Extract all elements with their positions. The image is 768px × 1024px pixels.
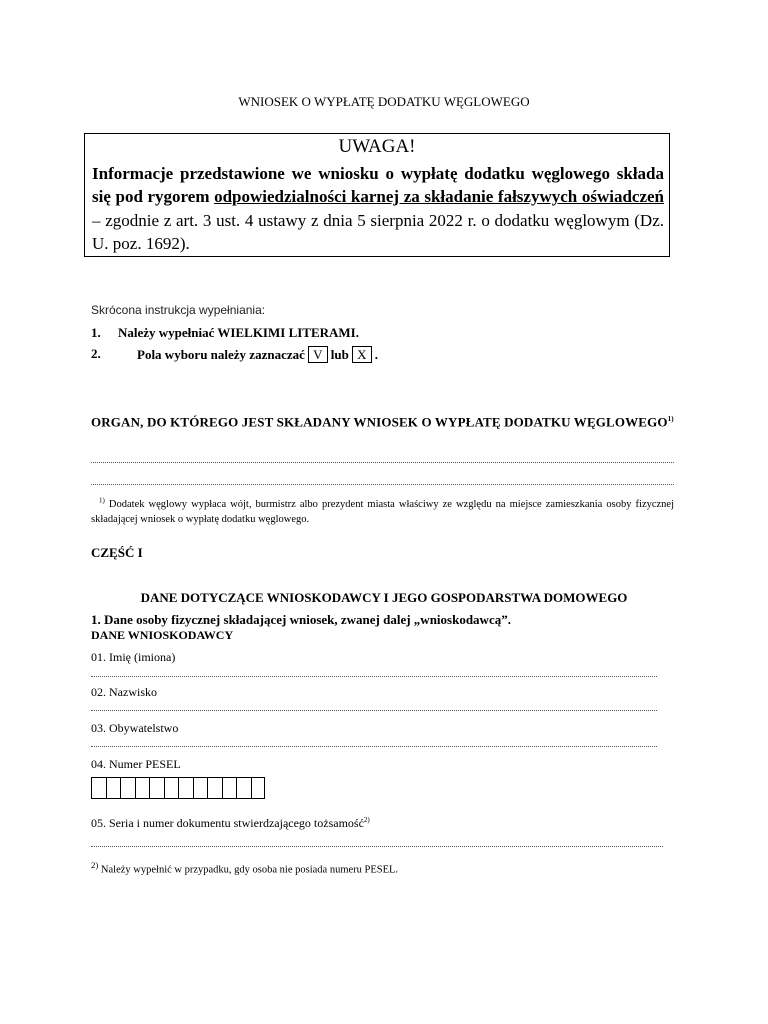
section-heading: DANE DOTYCZĄCE WNIOSKODAWCY I JEGO GOSPODARSTWA DOMOWEGO [140, 590, 628, 605]
instruction-text-main: Pola wyboru należy zaznaczać [137, 347, 305, 362]
pesel-digit-cell[interactable] [207, 777, 222, 799]
checkbox-example-x: X [352, 346, 371, 363]
pesel-digit-cell[interactable] [222, 777, 237, 799]
pesel-digit-cell[interactable] [193, 777, 208, 799]
footnote-2 [91, 860, 398, 876]
pesel-digit-cell[interactable] [178, 777, 193, 799]
instruction-text [137, 346, 378, 363]
subsection-heading: 1. Dane osoby fizycznej składającej wniosek, zwanej dalej „wnioskodawcą”. [91, 612, 511, 627]
organ-heading [91, 410, 674, 431]
instructions-title: Skrócona instrukcja wypełniania: [91, 303, 266, 317]
pesel-digit-cell[interactable] [164, 777, 179, 799]
instruction-end: . [374, 347, 378, 362]
document-title: WNIOSEK O WYPŁATĘ DODATKU WĘGLOWEGO [238, 94, 530, 109]
checkbox-example-v: V [308, 346, 327, 363]
warning-heading: UWAGA! [338, 136, 416, 157]
footnote-ref: 2) [363, 816, 370, 824]
pesel-input-grid[interactable] [91, 777, 265, 799]
field-label-first-name: 01. Imię (imiona) [91, 650, 176, 664]
footnote-text: Należy wypełnić w przypadku, gdy osoba nie posiada numeru PESEL. [98, 864, 399, 876]
instruction-number: 1. [91, 325, 101, 340]
warning-box [84, 133, 670, 257]
organ-heading-text: ORGAN, DO KTÓREGO JEST SKŁADANY WNIOSEK O WYPŁATĘ DODATKU WĘGLOWEGO [91, 414, 668, 430]
field-label-id-document-text: 05. Seria i numer dokumentu stwierdzającego tożsamość [91, 816, 364, 830]
field-label-pesel: 04. Numer PESEL [91, 757, 181, 771]
warning-text [92, 162, 664, 255]
footnote-ref: 2) [91, 860, 99, 870]
footnote-ref: 1) [99, 496, 105, 504]
footnote-text: Dodatek węglowy wypłaca wójt, burmistrz albo prezydent miasta właściwy ze względu na miejsce zamieszkania osoby fizycznej składającej wniosek o wypłatę dodatku węglowego. [91, 498, 675, 525]
footnote-1 [91, 493, 674, 527]
instruction-text: Należy wypełniać WIELKIMI LITERAMI. [118, 325, 359, 340]
field-label-citizenship: 03. Obywatelstwo [91, 721, 179, 735]
pesel-digit-cell[interactable] [106, 777, 121, 799]
instruction-number: 2. [91, 346, 101, 361]
pesel-digit-cell[interactable] [120, 777, 135, 799]
instruction-or: lub [330, 347, 349, 362]
applicant-data-label: DANE WNIOSKODAWCY [91, 628, 234, 642]
organ-input-line-2[interactable] [91, 484, 674, 485]
warning-text-bold: Informacje przedstawione we wniosku o wypłatę dodatku węglowego składa się pod rygorem [92, 164, 664, 207]
pesel-digit-cell[interactable] [251, 777, 266, 799]
pesel-digit-cell[interactable] [149, 777, 164, 799]
citizenship-input-line[interactable] [91, 746, 657, 747]
organ-input-line-1[interactable] [91, 462, 674, 463]
warning-text-rest: – zgodnie z art. 3 ust. 4 ustawy z dnia 5 sierpnia 2022 r. o dodatku węglowym (Dz. U. poz. 1692). [92, 210, 664, 253]
pesel-digit-cell[interactable] [135, 777, 150, 799]
surname-input-line[interactable] [91, 710, 657, 711]
part-heading: CZĘŚĆ I [91, 545, 143, 560]
footnote-ref: 1) [667, 415, 674, 423]
warning-text-underlined: odpowiedzialności karnej za składanie fałszywych oświadczeń [214, 187, 664, 207]
field-label-id-document [91, 816, 370, 831]
pesel-digit-cell[interactable] [91, 777, 106, 799]
first-name-input-line[interactable] [91, 676, 657, 677]
field-label-surname: 02. Nazwisko [91, 685, 157, 699]
pesel-digit-cell[interactable] [236, 777, 251, 799]
id-document-input-line[interactable] [91, 846, 663, 847]
